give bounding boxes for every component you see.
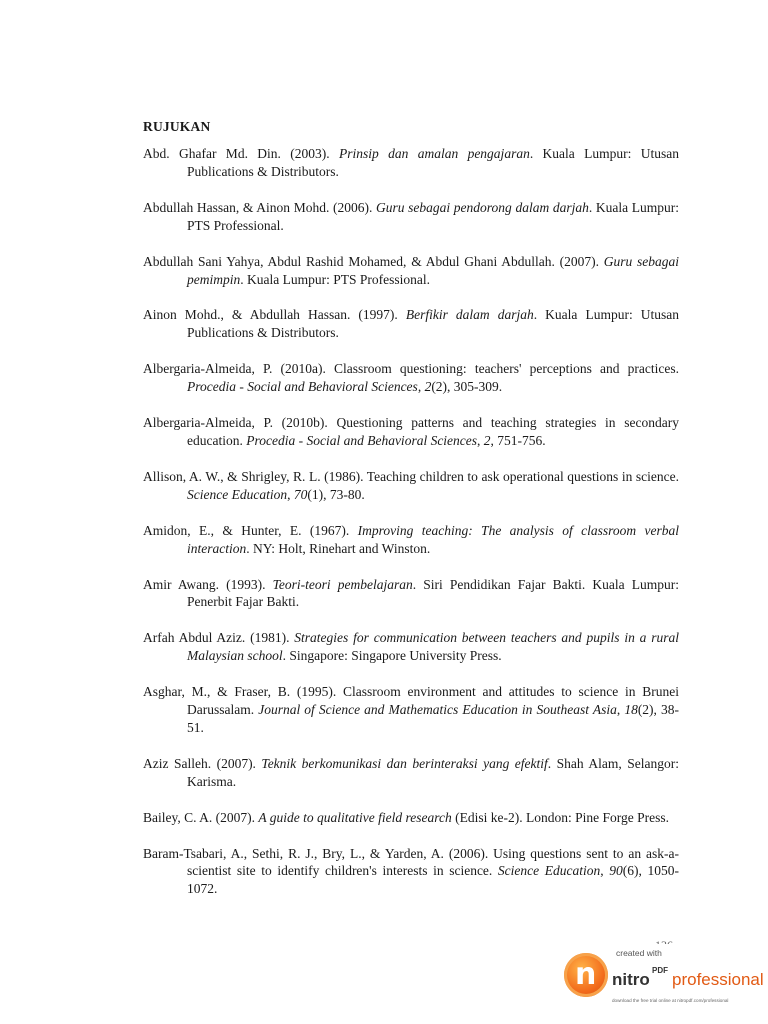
reference-item: Ainon Mohd., & Abdullah Hassan. (1997). Berfikir dalam darjah. Kuala Lumpur: Utusan Publications & Distributors. xyxy=(143,307,679,341)
reference-item: Allison, A. W., & Shrigley, R. L. (1986). Teaching children to ask operational questions in science. Science Education, 70(1), 73-80. xyxy=(143,468,679,502)
reference-list xyxy=(143,145,679,916)
reference-item: Amidon, E., & Hunter, E. (1967). Improving teaching: The analysis of classroom verbal interaction. NY: Holt, Rinehart and Winston. xyxy=(143,522,679,556)
reference-item: Amir Awang. (1993). Teori-teori pembelajaran. Siri Pendidikan Fajar Bakti. Kuala Lumpur: Penerbit Fajar Bakti. xyxy=(143,576,679,610)
reference-item: Albergaria-Almeida, P. (2010a). Classroom questioning: teachers' perceptions and practices. Procedia - Social and Behavioral Sciences, 2(2), 305-309. xyxy=(143,361,679,395)
download-trial-link[interactable]: download the free trial online at nitropdf.com/professional xyxy=(612,998,729,1003)
reference-item: Abdullah Hassan, & Ainon Mohd. (2006). Guru sebagai pendorong dalam darjah. Kuala Lumpur: PTS Professional. xyxy=(143,199,679,233)
reference-item: Abd. Ghafar Md. Din. (2003). Prinsip dan amalan pengajaran. Kuala Lumpur: Utusan Publications & Distributors. xyxy=(143,146,679,179)
reference-item: Albergaria-Almeida, P. (2010b). Questioning patterns and teaching strategies in secondary education. Procedia - Social and Behavioral Sciences, 2, 751-756. xyxy=(143,415,679,448)
reference-item: Arfah Abdul Aziz. (1981). Strategies for communication between teachers and pupils in a rural Malaysian school. Singapore: Singapore University Press. xyxy=(143,630,679,664)
nitro-pdf-watermark xyxy=(560,944,768,1024)
reference-item: Aziz Salleh. (2007). Teknik berkomunikasi dan berinteraksi yang efektif. Shah Alam, Selangor: Karisma. xyxy=(143,755,679,789)
reference-item: Asghar, M., & Fraser, B. (1995). Classroom environment and attitudes to science in Brunei Darussalam. Journal of Science and Mathematics Education in Southeast Asia, 18(2), 38-51. xyxy=(143,684,680,735)
nitro-wordmark: nitro xyxy=(612,970,650,989)
created-with-label: created with xyxy=(616,948,662,958)
reference-item: Baram-Tsabari, A., Sethi, R. J., Bry, L., & Yarden, A. (2006). Using questions sent to an ask-a-scientist site to identify children's interests in science. Science Education, 90(6), 1050-1072. xyxy=(143,845,679,897)
nitro-logo-letter: n xyxy=(575,957,597,992)
references-heading: RUJUKAN xyxy=(143,119,211,134)
reference-item: Bailey, C. A. (2007). A guide to qualitative field research (Edisi ke-2). London: Pine Forge Press. xyxy=(143,809,669,825)
professional-wordmark: professional xyxy=(672,970,764,989)
reference-item: Abdullah Sani Yahya, Abdul Rashid Mohamed, & Abdul Ghani Abdullah. (2007). Guru sebagai pemimpin. Kuala Lumpur: PTS Professional. xyxy=(143,253,679,287)
pdf-superscript: PDF xyxy=(652,966,668,975)
